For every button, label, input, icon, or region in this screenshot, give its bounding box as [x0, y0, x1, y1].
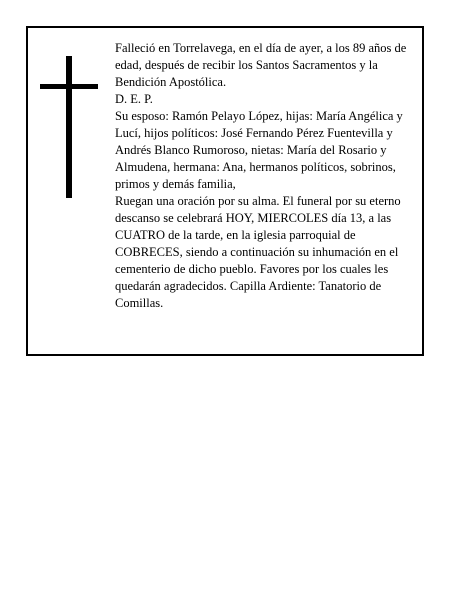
death-announcement: Falleció en Torrelavega, en el día de ayer, a los 89 años de edad, después de recibir los Santos Sacramentos y la Bendición Apostólica. — [115, 41, 407, 89]
cross-vertical-bar — [66, 56, 72, 198]
cross-horizontal-bar — [40, 84, 98, 89]
rest-in-peace: D. E. P. — [115, 92, 153, 106]
funeral-details: Ruegan una oración por su alma. El funeral por su eterno descanso se celebrará HOY, MIERCOLES día 13, a las CUATRO de la tarde, en la iglesia parroquial de COBRECES, siendo a continuación su inhumación en el cementerio de dicho pueblo. Favores por los cuales les quedarán agradecidos. Capilla Ardiente: Tanatorio de Comillas. — [115, 194, 401, 310]
obituary-notice — [26, 26, 424, 356]
obituary-text — [115, 40, 425, 312]
family-list: Su esposo: Ramón Pelayo López, hijas: María Angélica y Lucí, hijos políticos: José Fernando Pérez Fuentevilla y Andrés Blanco Rumoroso, nietas: María del Rosario y Almudena, hermana: Ana, hermanos políticos, sobrinos, primos y demás familia, — [115, 109, 403, 191]
